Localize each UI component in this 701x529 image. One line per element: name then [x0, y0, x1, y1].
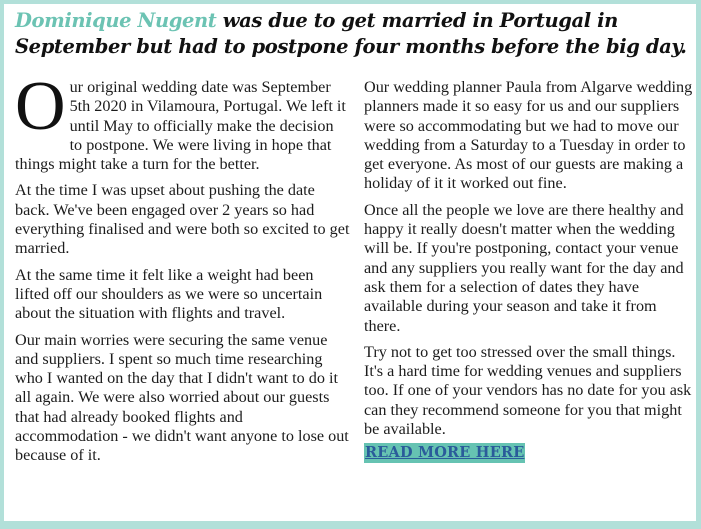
paragraph-6: Once all the people we love are there healthy and happy it really doesn't matter when the wedding will be. If you're postponing, contact your venue and any suppliers you really want for the day and ask them for a selection of dates they have available during your season and take it from there.	[364, 200, 684, 335]
paragraph-2: At the time I was upset about pushing the date back. We've been engaged over 2 years so had everything finalised and were both so excited to get married.	[15, 181, 350, 258]
paragraph-1-text: ur original wedding date was September 5th 2020 in Vilamoura, Portugal. We left it until May to officially make the decision to postpone. We were living in hope that things might take a turn for the better.	[15, 78, 346, 174]
right-column	[364, 78, 694, 463]
paragraph-1	[15, 68, 350, 174]
read-more-link[interactable]: READ MORE HERE	[365, 444, 525, 462]
headline-name: Dominique Nugent	[15, 9, 217, 32]
paragraph-7: Try not to get too stressed over the small things. It's a hard time for wedding venues and suppliers too. If one of your vendors has no date for you ask can they recommend someone for you that might be available.	[364, 342, 692, 439]
paragraph-5: Our wedding planner Paula from Algarve wedding planners made it so easy for us and our suppliers were so accommodating but we had to move our wedding from a Saturday to a Tuesday in order to get everyone. As most of our guests are making a holiday of it it worked out fine.	[364, 78, 693, 193]
drop-cap: O	[15, 68, 66, 145]
paragraph-4: Our main worries were securing the same venue and suppliers. I spent so much time researching who I wanted on the day that I didn't want to do it all again. We were also worried about our guests that had already booked flights and accommodation - we didn't want anyone to lose out because of it.	[15, 330, 349, 465]
headline	[15, 8, 695, 60]
left-column	[15, 68, 350, 473]
paragraph-3: At the same time it felt like a weight had been lifted off our shoulders as we were so uncertain about the situation with flights and travel.	[15, 265, 323, 323]
headline-text: was due to get married in Portugal in September but had to postpone four months before the big day.	[15, 9, 687, 58]
